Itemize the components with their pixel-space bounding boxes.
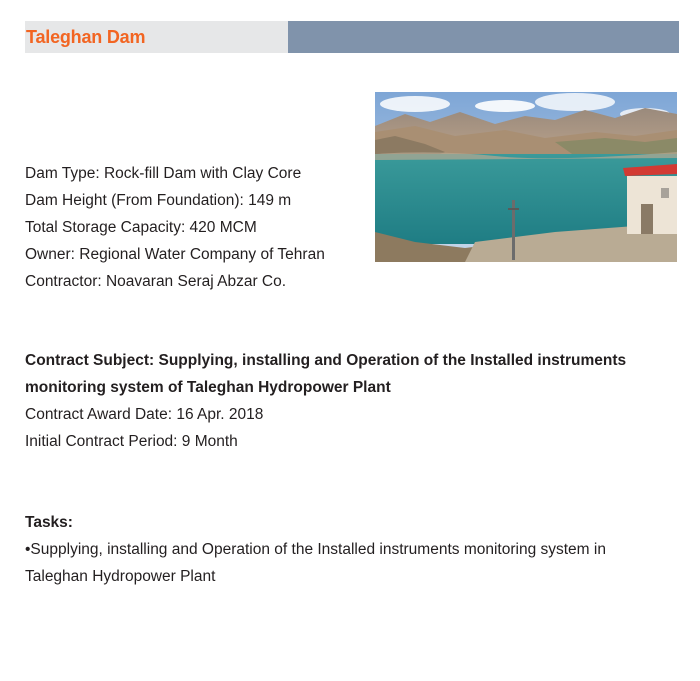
- dam-height: Dam Height (From Foundation): 149 m: [25, 192, 292, 209]
- dam-specs: [25, 160, 325, 295]
- contractor: Contractor: Noavaran Seraj Abzar Co.: [25, 273, 287, 290]
- dam-photo: [375, 92, 677, 262]
- storage-capacity: Total Storage Capacity: 420 MCM: [25, 219, 257, 236]
- tasks-section: [25, 509, 685, 590]
- contract-subject-line1: Contract Subject: Supplying, installing and Operation of the Installed instruments: [25, 352, 627, 369]
- dam-photo-image: [375, 92, 677, 262]
- tasks-heading: Tasks:: [25, 514, 73, 531]
- contract-subject-line2: monitoring system of Taleghan Hydropower Plant: [25, 379, 391, 396]
- task-item-line1: •Supplying, installing and Operation of the Installed instruments monitoring system in: [25, 541, 606, 558]
- contract-award-date: Contract Award Date: 16 Apr. 2018: [25, 406, 264, 423]
- title-band-gray: [25, 21, 288, 53]
- contract-period: Initial Contract Period: 9 Month: [25, 433, 238, 450]
- title-band-blue: [288, 21, 679, 53]
- owner: Owner: Regional Water Company of Tehran: [25, 246, 325, 263]
- contract-section: [25, 347, 685, 455]
- page-title: Taleghan Dam: [26, 26, 146, 47]
- title-bar: [25, 21, 679, 53]
- dam-type: Dam Type: Rock-fill Dam with Clay Core: [25, 165, 302, 182]
- task-item-line2: Taleghan Hydropower Plant: [25, 568, 216, 585]
